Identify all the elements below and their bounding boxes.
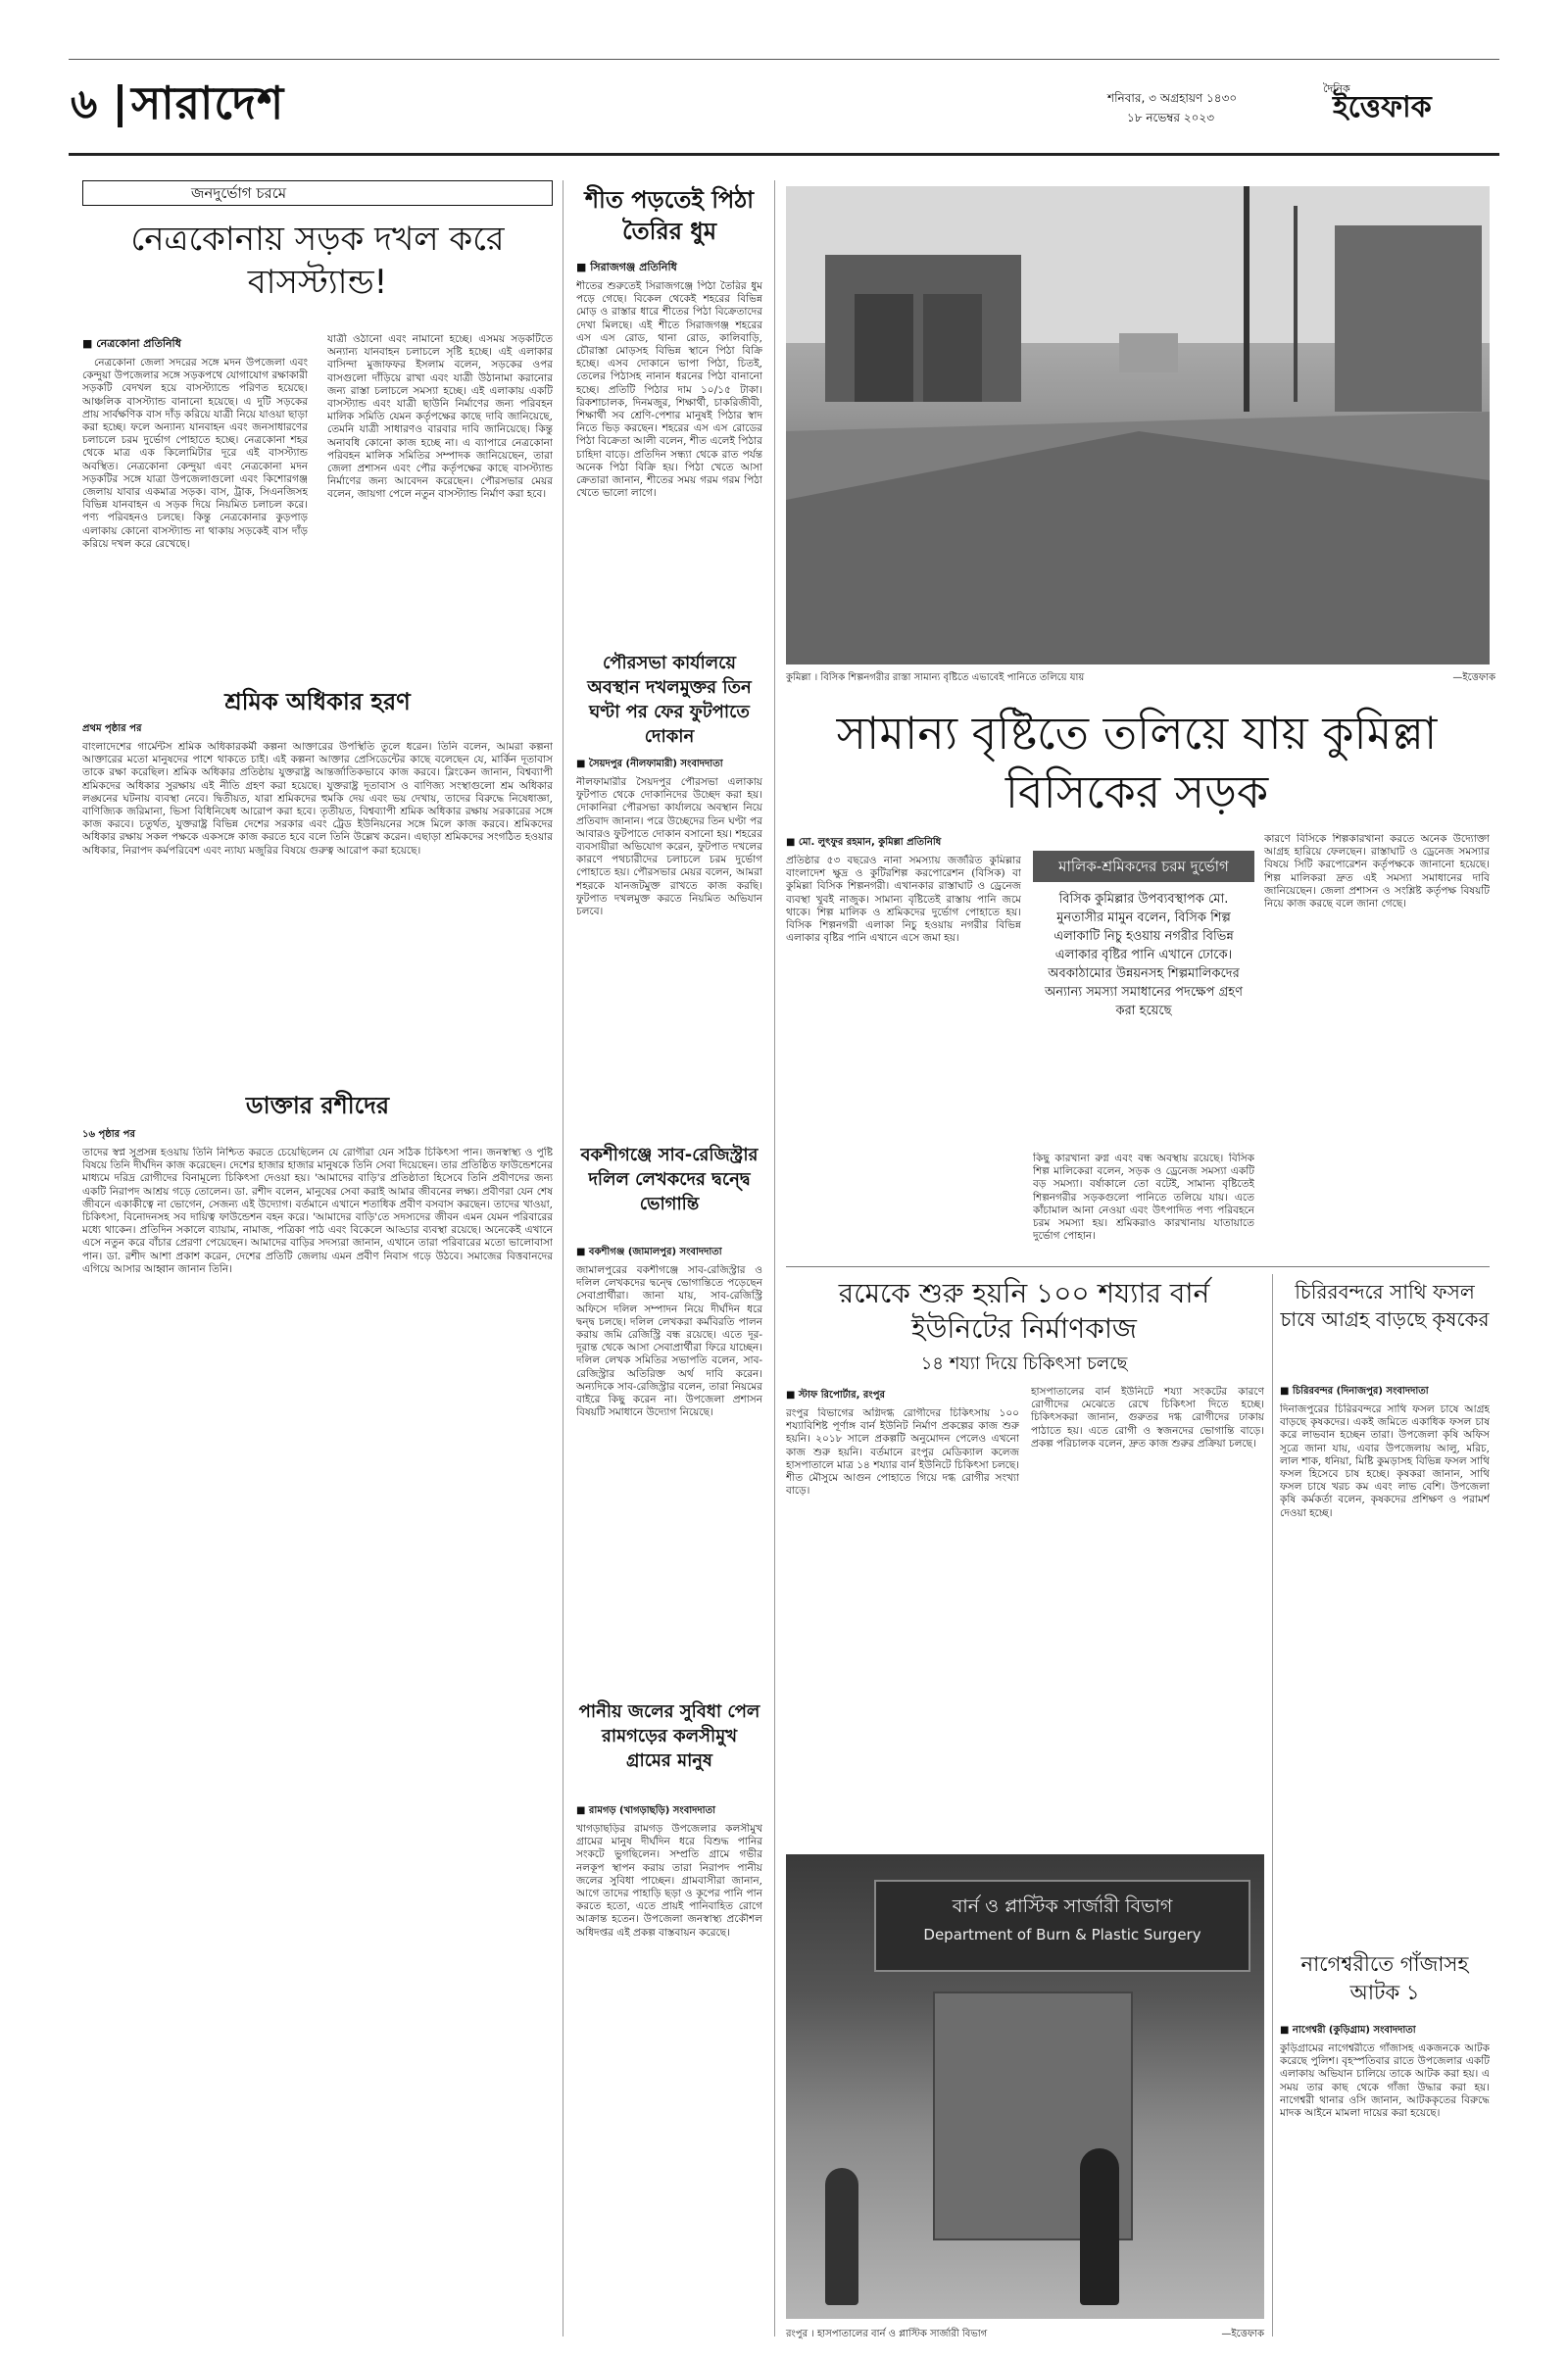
- doctor-byline: ১৬ পৃষ্ঠার পর: [82, 1129, 135, 1140]
- shromik-headline: শ্রমিক অধিকার হরণ: [224, 688, 411, 715]
- doctor-headline: ডাক্তার রশীদের: [245, 1092, 390, 1119]
- chirirbondor-headline: চিরিরবন্দরে সাথি ফসল চাষে আগ্রহ বাড়ছে কৃষকের: [1280, 1280, 1490, 1331]
- comilla-headline: সামান্য বৃষ্টিতে তলিয়ে যায় কুমিল্লা বিসিকের সড়ক: [836, 707, 1438, 818]
- pourosova-byline: ■ সৈয়দপুর (নীলফামারী) সংবাদদাতা: [576, 759, 723, 769]
- netrokona-byline: ■ নেত্রকোনা প্রতিনিধি: [82, 337, 181, 350]
- newspaper-logo: [1323, 80, 1495, 131]
- burn-sign-english: Department of Burn & Plastic Surgery: [923, 1926, 1201, 1943]
- page-number: ৬: [71, 79, 98, 127]
- ganja-body: কুড়িগ্রামের নাগেশ্বরীতে গাঁজাসহ একজনকে আটক করেছে পুলিশ। বৃহস্পতিবার রাতে উপজেলার একটি এলাকায় অভিযান চালিয়ে তাকে আটক করা হয়। এ সময় তার কাছ থেকে গাঁজা উদ্ধার করা হয়। নাগেশ্বরী থানার ওসি জানান, আটককৃতের বিরুদ্ধে মাদক আইনে মামলা দায়ের করা হয়েছে।: [1280, 2042, 1490, 2120]
- top-rule: [69, 59, 1499, 60]
- comilla-sidebox: [1033, 851, 1254, 1145]
- burn-photo-credit: —ইত্তেফাক: [1221, 2329, 1264, 2339]
- comilla-photo-illustration: [786, 186, 1490, 664]
- chirirbondor-article: [1280, 1382, 1490, 1931]
- comilla-body-1: প্রতিষ্ঠার ৫৩ বছরেও নানা সমস্যায় জর্জরিত কুমিল্লার বাংলাদেশ ক্ষুদ্র ও কুটিরশিল্প করপোরেশন (বিসিক) বা কুমিল্লা বিসিক শিল্পনগরী। এখানকার রাস্তাঘাট ও ড্রেনেজ ব্যবস্থা খুবই নাজুক। সামান্য বৃষ্টিতেই রাস্তায় পানি জমে থাকে। শিল্প মালিক ও শ্রমিকদের দুর্ভোগ পোহাতে হয়। বিসিক শিল্পনগরী এলাকা নিচু হওয়ায় নগরীর বিভিন্ন এলাকার বৃষ্টির পানি এখানে এসে জমা হয়।: [786, 855, 1021, 945]
- shromik-body: বাংলাদেশের গার্মেন্টস শ্রমিক অধিকারকর্মী কল্পনা আক্তারের উপস্থিতি তুলে ধরেন। তিনি বলেন, আমরা কল্পনা আক্তারের মতো মানুষদের পাশে থাকতে চাই। এই কল্পনা আক্তার প্রেসিডেন্টের কাছে বলেছেন যে, মার্কিন দূতাবাস তাকে রক্ষা করেছিল। শ্রমিক অধিকার প্রতিষ্ঠায় যুক্তরাষ্ট্র আন্তর্জাতিকভাবে কাজ করবে। ব্লিংকেন জানান, বিশ্বব্যাপী শ্রমিকদের অধিকার সুরক্ষায় এই নীতি গ্রহণ করা হয়েছে। যুক্তরাষ্ট্র দূতাবাস ও বাণিজ্য সংস্থাগুলো শ্রম অধিকার লঙ্ঘনের ঘটনায় ব্যবস্থা নেবে। দ্বিতীয়ত, যারা শ্রমিকদের হুমকি দেয় এবং ভয় দেখায়, তাদের বিরুদ্ধে নিষেধাজ্ঞা, বাণিজ্যিক জরিমানা, ভিসা বিধিনিষেধ আরোপ করা হবে। তৃতীয়ত, বিশ্বব্যাপী শ্রমিক অধিকার রক্ষায় সরকারের সঙ্গে কাজ করবে। চতুর্থত, যুক্তরাষ্ট্র বিভিন্ন দেশের সরকার এবং ট্রেড ইউনিয়নের সঙ্গে মিলে কাজ করবে। শ্রমিকদের অধিকার রক্ষায় সকল পক্ষকে একসঙ্গে কাজ করতে হবে বলে তিনি উল্লেখ করেন। এছাড়া শ্রমিকদের সংগঠিত হওয়ার অধিকার, নিরাপদ কর্মপরিবেশ এবং ন্যায্য মজুরির বিষয়ে গুরুত্ব আরোপ করা হয়েছে।: [82, 741, 553, 857]
- doctor-body: তাদের স্বপ্ন সুপ্রসন্ন হওয়ায় তিনি নিশ্চিত করতে চেয়েছিলেন যে রোগীরা যেন সঠিক চিকিৎসা পান। জনস্বাস্থ্য ও পুষ্টি বিষয়ে তিনি দীর্ঘদিন কাজ করেছেন। দেশের হাজার হাজার মানুষকে তিনি সেবা দিয়েছেন। তার প্রতিষ্ঠিত ফাউন্ডেশনের মাধ্যমে দরিদ্র রোগীদের বিনামূল্যে চিকিৎসা দেওয়া হয়। 'আমাদের বাড়ি'র প্রতিষ্ঠাতা হিসেবে তিনি প্রবীণদের জন্য একটি নিরাপদ আশ্রয় গড়ে তোলেন। ডা. রশীদ বলেন, মানুষের সেবা করাই আমার জীবনের লক্ষ্য। প্রবীণরা যেন শেষ জীবনে একাকীত্বে না ভোগেন, সেজন্য এই উদ্যোগ। বর্তমানে এখানে শতাধিক প্রবীণ বসবাস করছেন। তাদের খাওয়া, চিকিৎসা, বিনোদনসহ সব দায়িত্ব ফাউন্ডেশন বহন করে। 'আমাদের বাড়ি'তে সদস্যদের জীবন এমন যেমন পরিবারের মধ্যে থাকেন। প্রতিদিন সকালে ব্যায়াম, নামাজ, পত্রিকা পাঠ এবং বিকেলে আড্ডার ব্যবস্থা রয়েছে। অনেকেই এখানে এসে নতুন করে বাঁচার প্রেরণা পেয়েছেন। আমাদের বাড়ির সদস্যরা জানান, এখানে তারা পরিবারের মতো ভালোবাসা পান। ডা. রশীদ আশা প্রকাশ করেন, দেশের প্রতিটি জেলায় এমন প্রবীণ নিবাস গড়ে উঠবে। সমাজের বিত্তবানদের এগিয়ে আসার আহ্বান জানান তিনি।: [82, 1147, 553, 1275]
- chirirbondor-body: দিনাজপুরের চিরিরবন্দরে সাথি ফসল চাষে আগ্রহ বাড়ছে কৃষকদের। একই জমিতে একাধিক ফসল চাষ করে লাভবান হচ্ছেন তারা। উপজেলা কৃষি অফিস সূত্রে জানা যায়, এবার উপজেলায় আলু, মরিচ, লাল শাক, ধনিয়া, মিষ্টি কুমড়াসহ বিভিন্ন ফসল সাথি ফসল হিসেবে চাষ হচ্ছে। কৃষকরা জানান, সাথি ফসল চাষে খরচ কম এবং লাভ বেশি। উপজেলা কৃষি কর্মকর্তা বলেন, কৃষকদের প্রশিক্ষণ ও পরামর্শ দেওয়া হচ্ছে।: [1280, 1403, 1490, 1519]
- column-rule-2: [774, 180, 775, 2336]
- burn-body-1: রংপুর বিভাগের অগ্নিদগ্ধ রোগীদের চিকিৎসায় ১০০ শয্যাবিশিষ্ট পূর্ণাঙ্গ বার্ন ইউনিট নির্মাণ প্রকল্পের কাজ শুরু হয়নি। ২০১৮ সালে প্রকল্পটি অনুমোদন পেলেও এখনো কাজ শুরু হয়নি। বর্তমানে রংপুর মেডিক্যাল কলেজ হাসপাতালে মাত্র ১৪ শয্যার বার্ন ইউনিটে চিকিৎসা চলছে। শীত মৌসুমে আগুন পোহাতে গিয়ে দগ্ধ রোগীর সংখ্যা বাড়ে।: [786, 1407, 1019, 1498]
- netrokona-headline: নেত্রকোনায় সড়ক দখল করে বাসস্ট্যান্ড!: [130, 220, 505, 302]
- comilla-bottom-rule: [786, 1266, 1490, 1267]
- burn-body-2: হাসপাতালের বার্ন ইউনিটে শয্যা সংকটের কারণে রোগীদের মেঝেতে রেখে চিকিৎসা দিতে হচ্ছে। চিকিৎসকরা জানান, গুরুতর দগ্ধ রোগীদের ঢাকায় পাঠাতে হয়। এতে রোগী ও স্বজনদের ভোগান্তি বাড়ে। প্রকল্প পরিচালক বলেন, দ্রুত কাজ শুরুর প্রক্রিয়া চলছে।: [1031, 1386, 1264, 1450]
- column-rule-3: [1272, 1274, 1273, 2336]
- issue-date: শনিবার, ৩ অগ্রহায়ণ ১৪৩০: [1107, 91, 1238, 105]
- page-number-divider: [118, 84, 122, 127]
- burn-photo-caption: রংপুর । হাসপাতালের বার্ন ও প্লাস্টিক সার্জারী বিভাগ: [786, 2329, 988, 2339]
- netrokona-body-left: নেত্রকোনা জেলা সদরের সঙ্গে মদন উপজেলা এবং কেন্দুয়া উপজেলার সঙ্গে সড়কপথে যোগাযোগ রক্ষাকারী সড়কটি বেদখল হয়ে বাসস্ট্যান্ডে পরিণত হয়েছে। আঞ্চলিক বাসস্ট্যান্ড বানানো হয়েছে। এ দুটি সড়কের প্রায় সার্বক্ষণিক বাস দাঁড় করিয়ে যাত্রী নিয়ে যাওয়া ছাড়া করা হচ্ছে। ফলে অন্যান্য যানবাহন এবং জনসাধারণের চলাচলে চরম দুর্ভোগ পোহাতে হচ্ছে। নেত্রকোনা শহর থেকে মাত্র এক কিলোমিটার দূরে এই বাসস্ট্যান্ড অবস্থিত। নেত্রকোনা কেন্দুয়া এবং নেত্রকোনা মদন সড়কটির সঙ্গে যাত্রা উপজেলাগুলো এবং কিশোরগঞ্জ জেলায় যাবার একমাত্র সড়ক। বাস, ট্রাক, সিএনজিসহ বিভিন্ন যানবাহন এ সড়ক দিয়ে নিয়মিত চলাচল করে। পণ্য পরিবহনও চলছে। কিন্তু নেত্রকোনার কুড়পাড় এলাকায় কোনো বাসস্ট্যান্ড না থাকায় সড়কেই বাস দাঁড় করিয়ে দখল করে রেখেছে।: [82, 357, 308, 550]
- ganja-byline: ■ নাগেশ্বরী (কুড়িগ্রাম) সংবাদদাতা: [1280, 2025, 1416, 2036]
- burn-article-col-a: [786, 1386, 1019, 1846]
- comilla-photo-caption: কুমিল্লা । বিসিক শিল্পনগরীর রাস্তা সামান্য বৃষ্টিতে এভাবেই পানিতে তলিয়ে যায়: [786, 672, 1085, 683]
- ganja-headline: নাগেশ্বরীতে গাঁজাসহ আটক ১: [1300, 1952, 1469, 2004]
- netrokona-article: [82, 333, 308, 686]
- comilla-article-col-a: [786, 833, 1021, 1254]
- comilla-flood-photo: [786, 186, 1490, 664]
- comilla-body-3: কারণে বিসিকে শিল্পকারখানা করতে অনেক উদ্যোক্তা আগ্রহ হারিয়ে ফেলছেন। রাস্তাঘাট ও ড্রেনেজ সমস্যার বিষয়ে সিটি করপোরেশন কর্তৃপক্ষকে জানানো হয়েছে। শিল্প মালিকরা দ্রুত এই সমস্যা সমাধানের দাবি জানিয়েছেন। জেলা প্রশাসন ও সংশ্লিষ্ট কর্তৃপক্ষ বিষয়টি নিয়ে কাজ করছে বলে জানা গেছে।: [1264, 833, 1490, 910]
- pitha-byline: ■ সিরাজগঞ্জ প্রতিনিধি: [576, 261, 677, 273]
- burn-photo-sign: [874, 1880, 1250, 1972]
- bokshiganj-headline: বকশীগঞ্জে সাব-রেজিস্ট্রার দলিল লেখকদের দ্বন্দ্বে ভোগান্তি: [580, 1145, 759, 1214]
- bokshiganj-article: [576, 1243, 762, 1694]
- ramgarh-byline: ■ রামগড় (খাগড়াছড়ি) সংবাদদাতা: [576, 1805, 715, 1816]
- logo-wordmark: ইত্তেফাক: [1333, 90, 1432, 124]
- burn-photo-person-2: [825, 2168, 858, 2305]
- section-title: সারাদেশ: [131, 76, 285, 129]
- comilla-byline: ■ মো. লুৎফুর রহমান, কুমিল্লা প্রতিনিধি: [786, 837, 942, 848]
- comilla-photo-credit: —ইত্তেফাক: [1452, 672, 1495, 683]
- ganja-article: [1280, 2021, 1490, 2168]
- comilla-sidebox-quote: বিসিক কুমিল্লার উপব্যবস্থাপক মো. মুনতাসীর মামুন বলেন, বিসিক শিল্প এলাকাটি নিচু হওয়ায় নগরীর বিভিন্ন এলাকার বৃষ্টির পানি এখানে ঢোকে। অবকাঠামোর উন্নয়নসহ শিল্পমালিকদের অন্যান্য সমস্যা সমাধানের পদক্ষেপ গ্রহণ করা হয়েছে: [1045, 892, 1243, 1018]
- burn-unit-photo: [786, 1854, 1264, 2319]
- bokshiganj-body: জামালপুরের বকশীগঞ্জে সাব-রেজিস্ট্রার ও দলিল লেখকদের দ্বন্দ্বে ভোগান্তিতে পড়েছেন সেবাপ্রার্থীরা। জানা যায়, সাব-রেজিস্ট্রি অফিসে দলিল সম্পাদন নিয়ে দীর্ঘদিন ধরে দ্বন্দ্ব চলছে। দলিল লেখকরা কর্মবিরতি পালন করায় জমি রেজিস্ট্রি বন্ধ রয়েছে। এতে দূর-দূরান্ত থেকে আসা সেবাপ্রার্থীরা ফিরে যাচ্ছেন। দলিল লেখক সমিতির সভাপতি বলেন, সাব-রেজিস্ট্রার অতিরিক্ত অর্থ দাবি করেন। অন্যদিকে সাব-রেজিস্ট্রার বলেন, তারা নিয়মের বাইরে কিছু করেন না। উপজেলা প্রশাসন বিষয়টি সমাধানে উদ্যোগ নিয়েছে।: [576, 1264, 762, 1419]
- ramgarh-article: [576, 1801, 762, 2331]
- burn-subhead: ১৪ শয্যা দিয়ে চিকিৎসা চলছে: [920, 1353, 1128, 1374]
- issue-date-english: ১৮ নভেম্বর ২০২৩: [1127, 111, 1215, 124]
- burn-headline: রমেকে শুরু হয়নি ১০০ শয্যার বার্ন ইউনিটের নির্মাণকাজ: [838, 1277, 1210, 1345]
- netrokona-kicker: জনদুর্ভোগ চরমে: [191, 184, 287, 202]
- burn-photo-person: [1080, 2148, 1119, 2305]
- pourosova-headline: পৌরসভা কার্যালয়ে অবস্থান দখলমুক্তর তিন ঘণ্টা পর ফের ফুটপাতে দোকান: [587, 653, 752, 747]
- column-rule-1: [563, 180, 564, 2336]
- bokshiganj-byline: ■ বকশীগঞ্জ (জামালপুর) সংবাদদাতা: [576, 1247, 722, 1257]
- chirirbondor-byline: ■ চিরিরবন্দর (দিনাজপুর) সংবাদদাতা: [1280, 1386, 1429, 1397]
- netrokona-body-right: যাত্রী ওঠানো এবং নামানো হচ্ছে। এসময় সড়কটিতে অন্যান্য যানবাহন চলাচলে সৃষ্টি হচ্ছে। এই এলাকার বাসিন্দা মুজাফফর ইসলাম বলেন, সড়কের ওপর বাসগুলো দাঁড়িয়ে রাখা এবং যাত্রী উঠানামা করানোর জন্য রাস্তা চলাচলে সমস্যা হচ্ছে। এই এলাকায় একটি বাসস্ট্যান্ড এবং যাত্রী ছাউনি নির্মাণের জন্য পরিবহন মালিক সমিতি যেমন কর্তৃপক্ষের কাছে দাবি জানিয়েছে, তেমনি যাত্রী সাধারণও বারবার দাবি জানিয়েছে। কিন্তু অনাবধি কোনো কাজ হচ্ছে না। এ ব্যাপারে নেত্রকোনা পরিবহন মালিক সমিতির সম্পাদক জানিয়েছেন, তারা জেলা প্রশাসন এবং পৌর কর্তৃপক্ষের কাছে বাসস্ট্যান্ড নির্মাণের জন্য আবেদন করেছেন। পৌরসভার মেয়র বলেন, জায়গা পেলে নতুন বাসস্ট্যান্ড নির্মাণ করা হবে।: [327, 333, 553, 501]
- comilla-body-2: কিছু কারখানা রুগ্ন এবং বন্ধ অবস্থায় রয়েছে। বিসিক শিল্প মালিকেরা বলেন, সড়ক ও ড্রেনেজ সমস্যা একটি বড় সমস্যা। বর্ষাকালে তো বটেই, সামান্য বৃষ্টিতেই শিল্পনগরীর সড়কগুলো পানিতে তলিয়ে যায়। এতে কাঁচামাল আনা নেওয়া এবং উৎপাদিত পণ্য পরিবহনে চরম সমস্যা হয়। শ্রমিকরাও কারখানায় যাতায়াতে দুর্ভোগ পোহান।: [1033, 1153, 1254, 1243]
- pitha-headline: শীত পড়তেই পিঠা তৈরির ধুম: [584, 186, 755, 245]
- comilla-sidebox-title: মালিক-শ্রমিকদের চরম দুর্ভোগ: [1033, 851, 1254, 882]
- pourosova-article: [576, 755, 762, 1137]
- doctor-article: [82, 1125, 553, 2326]
- shromik-article: [82, 719, 553, 1082]
- masthead-rule: [69, 153, 1499, 156]
- pitha-article: [576, 257, 762, 649]
- netrokona-kicker-box: [82, 180, 553, 206]
- logo-prefix: দৈনিক: [1323, 82, 1350, 95]
- burn-byline: ■ স্টাফ রিপোর্টার, রংপুর: [786, 1390, 885, 1401]
- pitha-body: শীতের শুরুতেই সিরাজগঞ্জে পিঠা তৈরির ধুম পড়ে গেছে। বিকেল থেকেই শহরের বিভিন্ন মোড় ও রাস্তার ধারে শীতের পিঠা বিক্রেতাদের দেখা মিলছে। এই শীতে সিরাজগঞ্জ শহরের এস এস রোড, থানা রোড, কালিবাড়ি, চৌরাস্তা মোড়সহ বিভিন্ন স্থানে পিঠা বিক্রি হচ্ছে। এসব দোকানে ভাপা পিঠা, চিতই, তেলের পিঠাসহ নানান ধরনের পিঠা বানানো হচ্ছে। প্রতিটি পিঠার দাম ১০/১৫ টাকা। রিকশাচালক, দিনমজুর, শিক্ষার্থী, চাকরিজীবী, শিক্ষার্থী সব শ্রেণি-পেশার মানুষই পিঠার স্বাদ নিতে ভিড় করছেন। শহরের এস এস রোডের পিঠা বিক্রেতা আলী বলেন, শীত এলেই পিঠার চাহিদা বাড়ে। প্রতিদিন সন্ধ্যা থেকে রাত পর্যন্ত অনেক পিঠা বিক্রি হয়। পিঠা খেতে আসা ক্রেতারা জানান, শীতের সময় গরম গরম পিঠা খেতে ভালো লাগে।: [576, 280, 762, 500]
- ramgarh-headline: পানীয় জলের সুবিধা পেল রামগড়ের কলসীমুখ গ্রামের মানুষ: [578, 1701, 760, 1771]
- burn-sign-bangla: বার্ন ও প্লাস্টিক সার্জারী বিভাগ: [952, 1895, 1173, 1917]
- ramgarh-body: খাগড়াছড়ির রামগড় উপজেলার কলসীমুখ গ্রামের মানুষ দীর্ঘদিন ধরে বিশুদ্ধ পানির সংকটে ভুগছিলেন। সম্প্রতি গ্রামে গভীর নলকূপ স্থাপন করায় তারা নিরাপদ পানীয় জলের সুবিধা পাচ্ছেন। গ্রামবাসীরা জানান, আগে তাদের পাহাড়ি ছড়া ও কূপের পানি পান করতে হতো, এতে প্রায়ই পানিবাহিত রোগে আক্রান্ত হতেন। উপজেলা জনস্বাস্থ্য প্রকৌশল অধিদপ্তর এই প্রকল্প বাস্তবায়ন করেছে।: [576, 1823, 762, 1939]
- shromik-byline: প্রথম পৃষ্ঠার পর: [82, 723, 142, 734]
- pourosova-body: নীলফামারীর সৈয়দপুর পৌরসভা এলাকায় ফুটপাত থেকে দোকানিদের উচ্ছেদ করা হয়। দোকানিরা পৌরসভা কার্যালয়ে অবস্থান নিয়ে প্রতিবাদ জানান। পরে উচ্ছেদের তিন ঘণ্টা পর আবারও ফুটপাতে দোকান বসানো হয়। শহরের ব্যবসায়ীরা অভিযোগ করেন, ফুটপাত দখলের কারণে পথচারীদের চলাচলে চরম দুর্ভোগ পোহাতে হয়। পৌরসভার মেয়র বলেন, আমরা শহরকে যানজটমুক্ত রাখতে কাজ করছি। ফুটপাত দখলমুক্ত করতে নিয়মিত অভিযান চলবে।: [576, 776, 762, 918]
